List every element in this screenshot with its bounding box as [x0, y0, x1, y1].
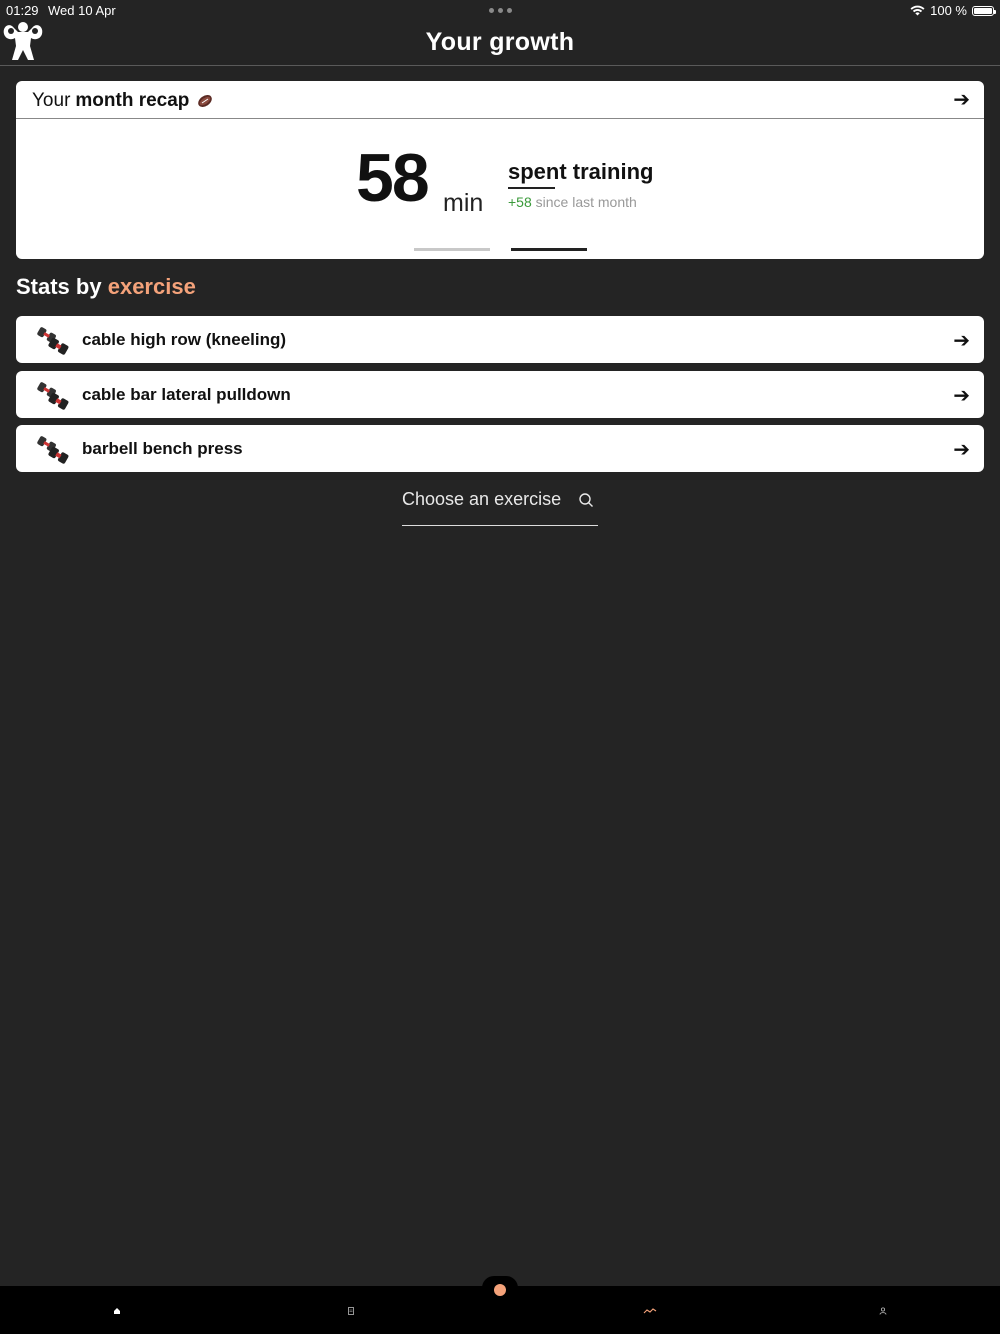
training-minutes-unit: min [443, 189, 484, 217]
status-right [910, 3, 994, 18]
dumbbell-icon [36, 433, 70, 465]
app-header [0, 20, 1000, 66]
metric-label: spent training [508, 159, 654, 184]
month-recap-card[interactable] [16, 81, 984, 259]
exercise-name: cable bar lateral pulldown [82, 385, 291, 404]
metric-underline [508, 187, 555, 189]
exercise-arrow-icon[interactable]: ➔ [953, 439, 970, 461]
dumbbell-icon [36, 379, 70, 411]
exercise-arrow-icon[interactable]: ➔ [953, 385, 970, 407]
delta-suffix: since last month [535, 194, 637, 210]
exercise-arrow-icon[interactable]: ➔ [953, 330, 970, 352]
exercise-row[interactable] [16, 371, 984, 418]
status-bar [0, 0, 1000, 20]
exercise-name: cable high row (kneeling) [82, 330, 287, 349]
wifi-icon [910, 5, 925, 16]
month-recap-body [16, 119, 984, 259]
stats-section-title [16, 274, 196, 300]
month-recap-header[interactable] [16, 81, 984, 119]
training-minutes-value: 58 [356, 140, 428, 216]
rugby-ball-icon [197, 93, 213, 109]
clipboard-icon[interactable] [346, 1306, 356, 1316]
recap-title-bold: month recap [75, 90, 190, 111]
battery-percent: 100 % [930, 3, 967, 18]
page-title: Your growth [425, 28, 575, 56]
profile-icon[interactable] [878, 1306, 888, 1316]
month-recap-title [32, 90, 213, 112]
recap-arrow-icon[interactable]: ➔ [953, 89, 970, 111]
exercise-name: barbell bench press [82, 439, 243, 458]
pager-dot-1[interactable] [414, 248, 490, 251]
delta-text [508, 194, 637, 210]
delta-value: +58 [508, 194, 532, 210]
exercise-row[interactable] [16, 425, 984, 472]
dumbbell-icon [36, 324, 70, 356]
status-date: Wed 10 Apr [48, 3, 116, 18]
growth-chart-icon[interactable] [643, 1306, 657, 1316]
exercise-row[interactable] [16, 316, 984, 363]
stats-title-prefix: Stats by [16, 274, 102, 299]
record-dot-icon [494, 1284, 506, 1296]
pager-dot-2-active[interactable] [511, 248, 587, 251]
home-icon[interactable] [112, 1306, 122, 1316]
search-icon [578, 492, 594, 508]
center-fab[interactable] [482, 1276, 518, 1300]
recap-title-prefix: Your [32, 90, 71, 111]
multitasking-dots-icon[interactable] [489, 8, 512, 13]
status-time: 01:29 [6, 3, 39, 18]
choose-exercise-label: Choose an exercise [402, 489, 562, 509]
choose-exercise-button[interactable] [402, 488, 598, 526]
stats-title-accent: exercise [107, 274, 196, 299]
battery-icon [972, 6, 994, 16]
